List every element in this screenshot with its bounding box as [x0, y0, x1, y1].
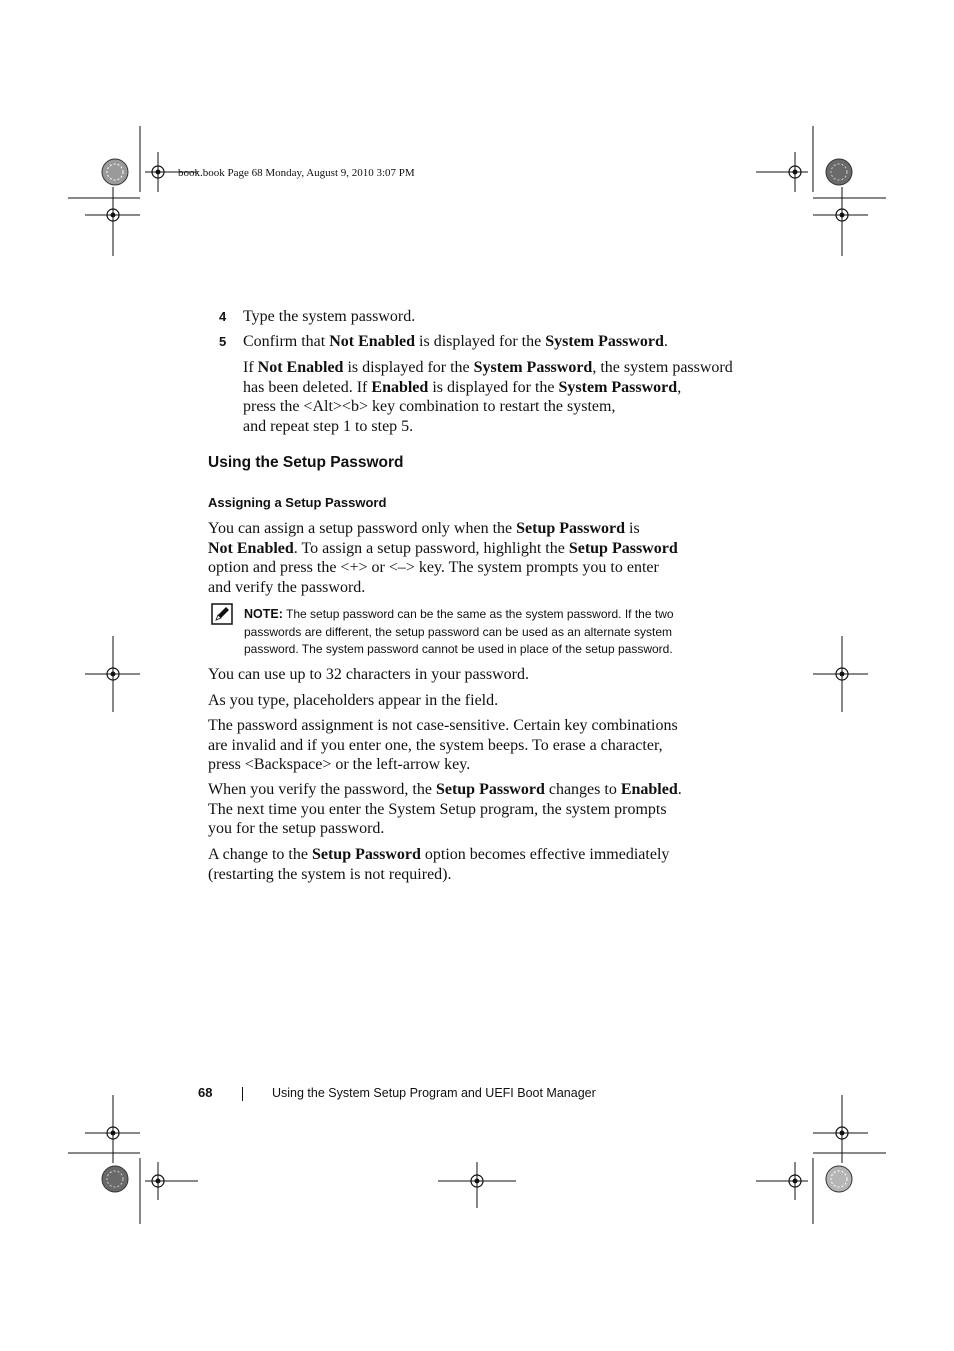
- step-5-detail: If Not Enabled is displayed for the System Password, the system password has been deleted. If Enabled is displayed for the System Password, press the <Alt><b> key combination to restart the system, and repeat step 1 to step 5.: [243, 359, 733, 435]
- step-text: Type the system password.: [243, 308, 416, 325]
- page-number: 68: [198, 1085, 213, 1100]
- subsection-heading: Assigning a Setup Password: [208, 495, 387, 510]
- footer-chapter-title: Using the System Setup Program and UEFI Boot Manager: [272, 1086, 596, 1100]
- step-number: 5: [219, 334, 227, 349]
- paragraph-placeholders: As you type, placeholders appear in the field.: [208, 692, 499, 709]
- section-heading: Using the Setup Password: [208, 454, 404, 471]
- note-label: NOTE:: [244, 607, 283, 621]
- note-pencil-icon: [211, 603, 233, 625]
- step-text: Confirm that Not Enabled is displayed for the System Password.: [243, 333, 668, 350]
- print-header-stamp: book.book Page 68 Monday, August 9, 2010 3:07 PM: [178, 167, 415, 179]
- paragraph-change: A change to the Setup Password option becomes effective immediately (restarting the system is not required).: [208, 846, 670, 883]
- paragraph-verify: When you verify the password, the Setup Password changes to Enabled. The next time you enter the System Setup program, the system prompts you for the setup password.: [208, 781, 682, 837]
- step-number: 4: [219, 309, 227, 324]
- footer-separator: [242, 1087, 243, 1101]
- paragraph-case: The password assignment is not case-sensitive. Certain key combinations are invalid and if you enter one, the system beeps. To erase a character, press <Backspace> or the left-arrow key.: [208, 717, 678, 773]
- note-block: NOTE: The setup password can be the same as the system password. If the two passwords are different, the setup password can be used as an alternate system password. The system password cannot be used in place of the setup password.: [244, 607, 674, 656]
- paragraph-chars: You can use up to 32 characters in your password.: [208, 666, 529, 683]
- paragraph-assign: You can assign a setup password only when the Setup Password is Not Enabled. To assign a setup password, highlight the Setup Password option and press the <+> or <–> key. The system prompts you to enter and verify the password.: [208, 520, 678, 596]
